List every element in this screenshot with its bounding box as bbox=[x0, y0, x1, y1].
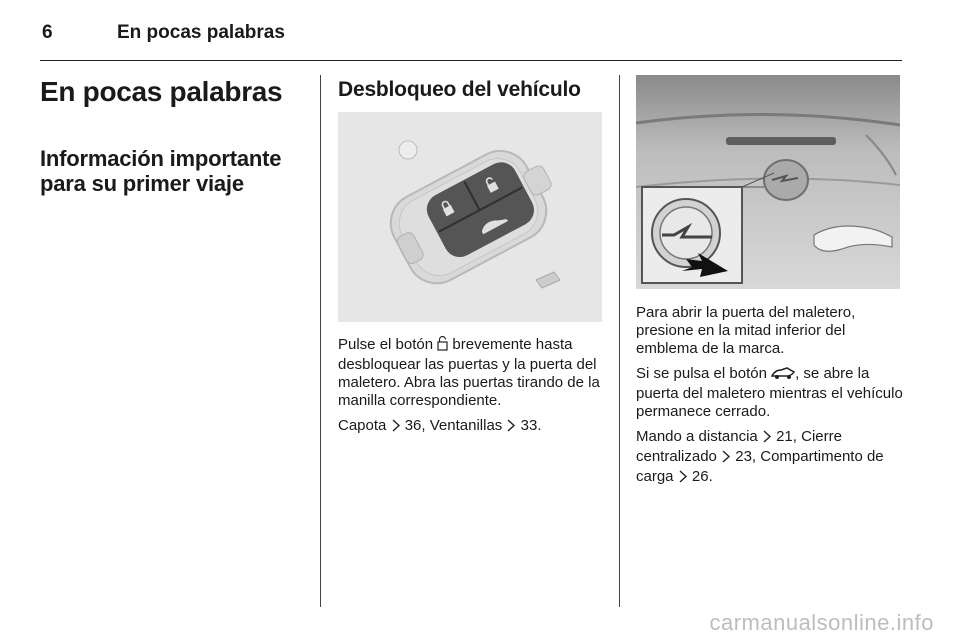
trunk-emblem-illustration bbox=[636, 75, 900, 289]
page-ref-link[interactable]: 26 bbox=[691, 468, 709, 485]
reference-paragraph: Mando a distancia 21, Cierre centralizado 23, Compartimento de carga 26. bbox=[636, 428, 904, 488]
arrow-reference-icon bbox=[721, 450, 731, 468]
watermark: carmanualsonline.info bbox=[709, 610, 934, 635]
column-divider-right bbox=[619, 75, 620, 607]
page-ref-link[interactable]: 21 bbox=[776, 428, 793, 445]
arrow-reference-icon bbox=[391, 419, 401, 437]
page-number: 6 bbox=[42, 22, 53, 43]
unlock-paragraph: Pulse el botón brevemente hasta desbloquear las puertas y la puerta del maletero. Abra las puertas tirando de la manilla correspondiente. bbox=[338, 336, 600, 409]
trunk-instructions bbox=[636, 304, 904, 495]
trunk-paragraph: Para abrir la puerta del maletero, presione en la mitad inferior del emblema de la marca. bbox=[636, 304, 856, 357]
page-ref-link[interactable]: 36 bbox=[404, 417, 422, 434]
arrow-reference-icon bbox=[506, 419, 516, 437]
chapter-title: En pocas palabras bbox=[40, 76, 283, 107]
section-title: Información importante para su primer viaje bbox=[40, 146, 282, 196]
page-ref-link[interactable]: 23 bbox=[735, 448, 752, 465]
key-fob-illustration bbox=[338, 112, 602, 322]
arrow-reference-icon bbox=[678, 470, 688, 488]
reference-paragraph: Capota 36, Ventanillas 33. bbox=[338, 417, 606, 437]
arrow-reference-icon bbox=[762, 430, 772, 448]
subsection-title: Desbloqueo del vehículo bbox=[338, 78, 581, 101]
running-header: En pocas palabras bbox=[117, 22, 285, 43]
column-divider-left bbox=[320, 75, 321, 607]
trunk-button-paragraph: Si se pulsa el botón , se abre la puerta del maletero mientras el vehículo permanece cerrado. bbox=[636, 365, 903, 420]
page-ref-link[interactable]: 33 bbox=[520, 417, 538, 434]
unlock-icon bbox=[437, 336, 448, 356]
unlock-instructions bbox=[338, 336, 606, 444]
header-rule bbox=[40, 60, 902, 61]
trunk-open-icon bbox=[771, 367, 795, 385]
